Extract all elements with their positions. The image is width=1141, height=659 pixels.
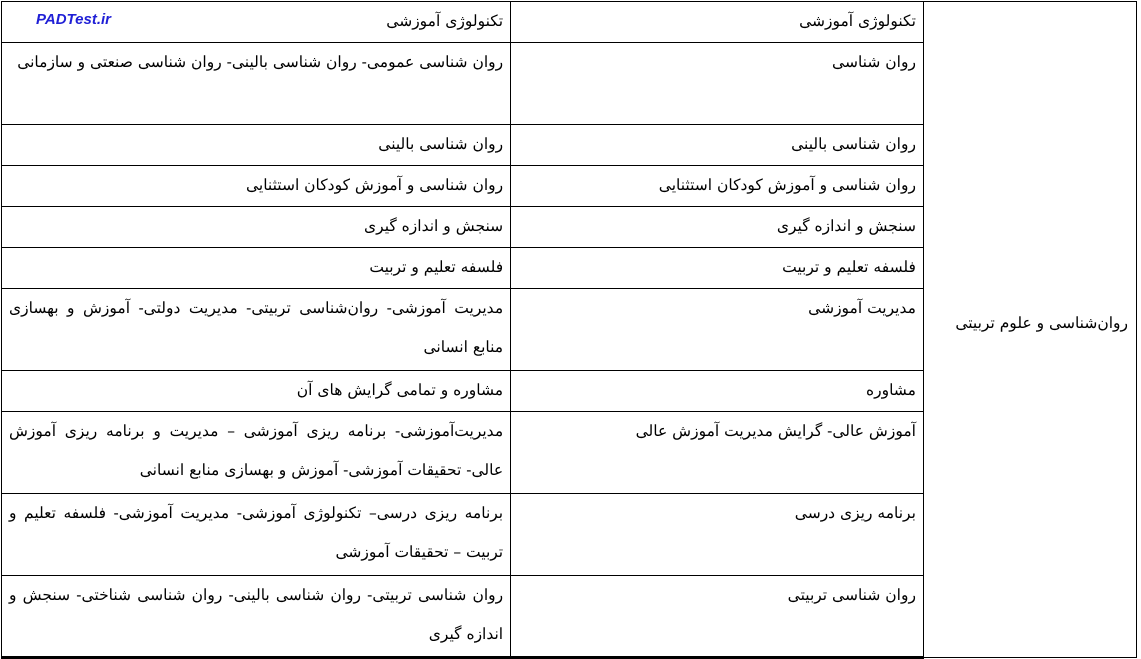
category-cell: روان‌شناسی و علوم تربیتی <box>923 2 1136 658</box>
field-cell: برنامه ریزی درسی <box>511 494 924 576</box>
field-cell: روان شناسی تربیتی <box>511 576 924 658</box>
subfields-cell: روان شناسی و آموزش کودکان استثنایی <box>2 166 511 207</box>
subfields-text: تکنولوژی آموزشی <box>386 12 504 30</box>
field-cell: آموزش عالی- گرایش مدیریت آموزش عالی <box>511 412 924 494</box>
subfields-cell: روان شناسی عمومی- روان شناسی بالینی- روان شناسی صنعتی و سازمانی <box>2 43 511 125</box>
subfields-cell: مدیریت‌آموزشی- برنامه ریزی آموزشی – مدیریت و برنامه ریزی آموزش عالی- تحقیقات آموزشی- آموزش و بهسازی منابع انسانی <box>2 412 511 494</box>
brand-watermark: PADTest.ir <box>36 11 112 28</box>
subfields-cell: مشاوره و تمامی گرایش های آن <box>2 371 511 412</box>
field-cell: مشاوره <box>511 371 924 412</box>
field-cell: سنجش و اندازه گیری <box>511 207 924 248</box>
field-cell: روان شناسی <box>511 43 924 125</box>
field-cell: روان شناسی بالینی <box>511 125 924 166</box>
subfields-cell: روان شناسی بالینی <box>2 125 511 166</box>
subfields-cell: سنجش و اندازه گیری <box>2 207 511 248</box>
majors-table <box>1 1 1137 659</box>
field-cell: مدیریت آموزشی <box>511 289 924 371</box>
subfields-cell: مدیریت آموزشی- روان‌شناسی تربیتی- مدیریت دولتی- آموزش و بهسازی منابع انسانی <box>2 289 511 371</box>
subfields-cell: برنامه ریزی درسی– تکنولوژی آموزشی- مدیریت آموزشی- فلسفه تعلیم و تربیت – تحقیقات آموزشی <box>2 494 511 576</box>
field-cell: روان شناسی و آموزش کودکان استثنایی <box>511 166 924 207</box>
field-cell: تکنولوژی آموزشی <box>511 2 924 43</box>
subfields-cell: فلسفه تعلیم و تربیت <box>2 248 511 289</box>
subfields-cell: روان شناسی تربیتی- روان شناسی بالینی- روان شناسی شناختی- سنجش و اندازه گیری <box>2 576 511 658</box>
table-row <box>2 2 1137 43</box>
subfields-cell <box>2 2 511 43</box>
field-cell: فلسفه تعلیم و تربیت <box>511 248 924 289</box>
